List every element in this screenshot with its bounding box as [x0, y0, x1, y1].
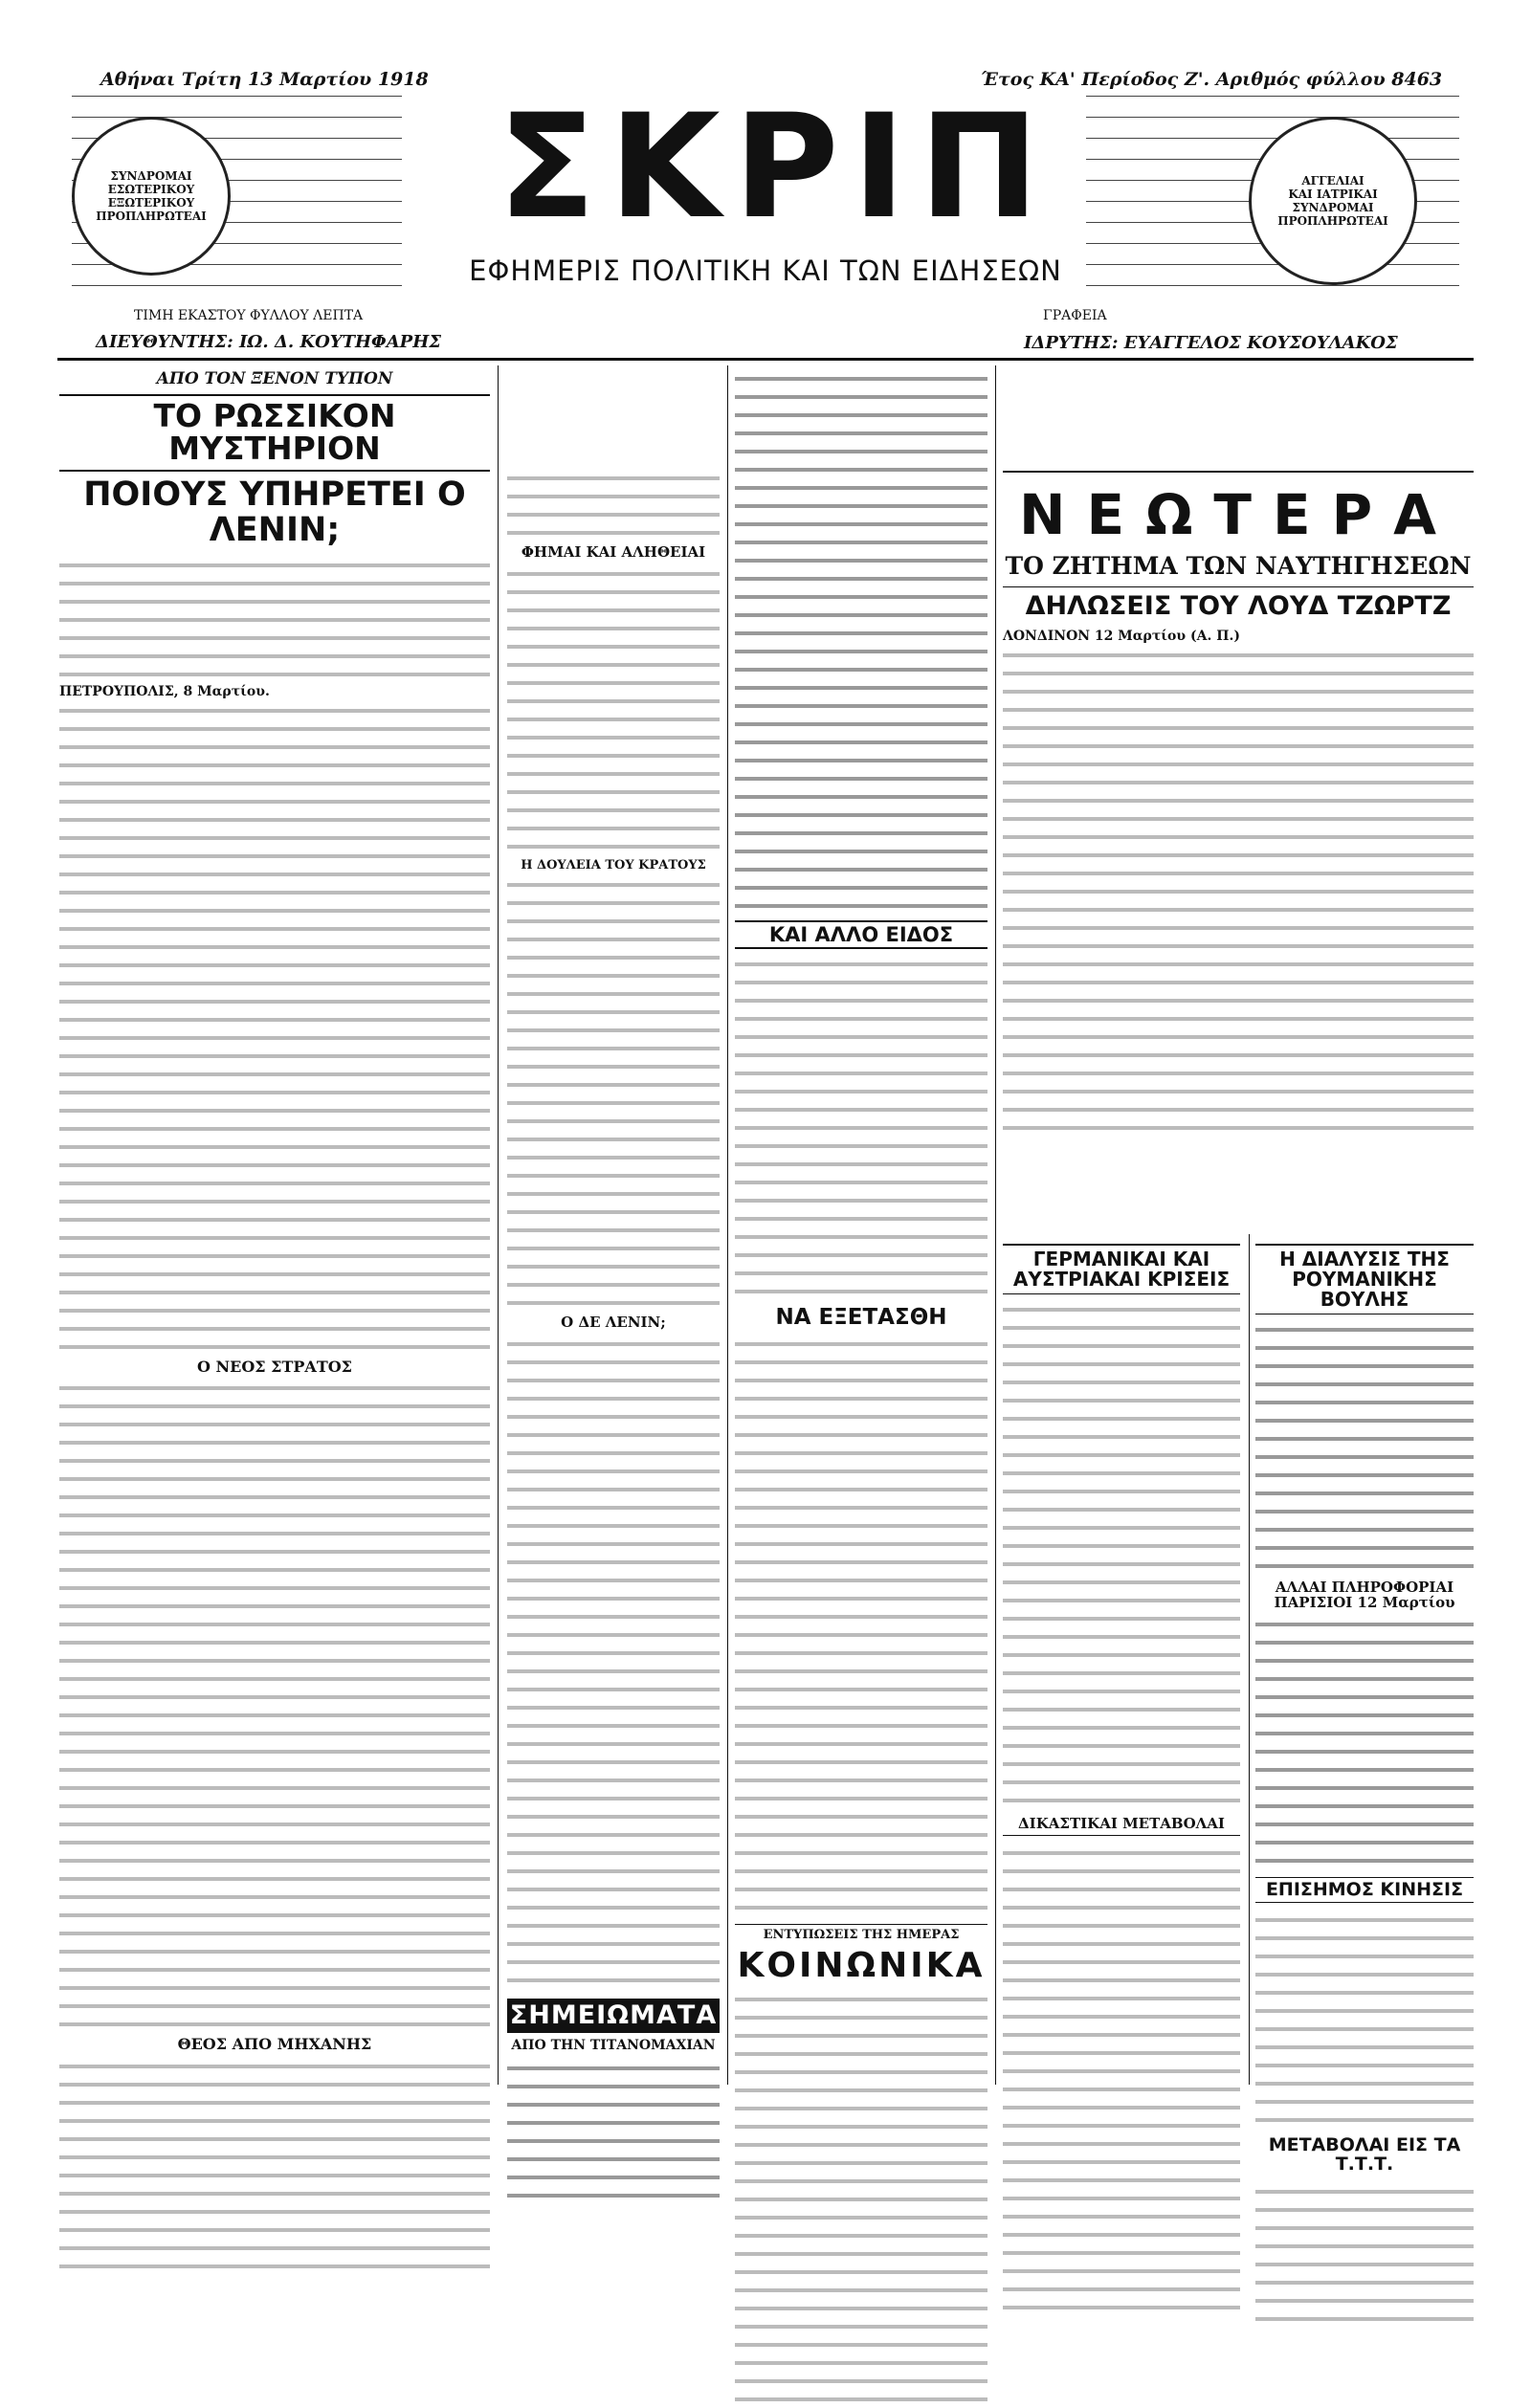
section-subhead: ΑΛΛΑΙ ΠΛΗΡΟΦΟΡΙΑΙ — [1275, 1579, 1454, 1596]
masthead-title: ΣΚΡΙΠ — [498, 84, 1053, 251]
column-2 — [507, 365, 720, 2085]
ads-text: ΑΓΓΕΛΙΑΙ ΚΑΙ ΙΑΤΡΙΚΑΙ ΣΥΝΔΡΟΜΑΙ ΠΡΟΠΛΗΡΩΤΕΑΙ — [1277, 174, 1388, 228]
column-rule — [995, 365, 996, 2085]
article-body — [735, 955, 987, 1300]
ads-box — [1086, 96, 1459, 298]
section-subhead: ΕΠΙΣΗΜΟΣ ΚΙΝΗΣΙΣ — [1255, 1877, 1474, 1904]
article-body — [735, 1990, 987, 2408]
issue-date: Αθήναι Τρίτη 13 Μαρτίου 1918 — [100, 69, 429, 90]
header-rule — [57, 358, 1474, 361]
article-body — [1003, 628, 1474, 1137]
subscriptions-box — [72, 96, 402, 298]
section-subhead: Ο ΔΕ ΛΕΝΙΝ; — [561, 1314, 666, 1332]
article-headline: ΤΟ ΖΗΤΗΜΑ ΤΩΝ ΝΑΥΤΗΓΗΣΕΩΝ — [1005, 551, 1472, 580]
section-headline: ΣΗΜΕΙΩΜΑΤΑ — [507, 1999, 720, 2033]
article-subheadline: ΠΟΙΟΥΣ ΥΠΗΡΕΤΕΙ Ο ΛΕΝΙΝ; — [83, 475, 466, 549]
section-subhead: ΑΠΟ ΤΗΝ ΤΙΤΑΝΟΜΑΧΙΑΝ — [511, 2038, 716, 2054]
section-subhead: ΝΑ ΕΞΕΤΑΣΘΗ — [775, 1305, 947, 1331]
article-body — [1255, 1320, 1474, 1575]
article-headline: Η ΔΙΑΛΥΣΙΣ ΤΗΣ ΡΟΥΜΑΝΙΚΗΣ ΒΟΥΛΗΣ — [1255, 1244, 1474, 1314]
article-body — [1003, 1844, 1240, 2316]
article-subheadline: ΔΗΛΩΣΕΙΣ ΤΟΥ ΛΟΥΔ ΤΖΩΡΤΖ — [1003, 586, 1474, 620]
article-body — [735, 1335, 987, 1916]
issue-number: Έτος ΚΑ' Περίοδος Ζ'. Αριθμός φύλλου 8463 — [981, 69, 1443, 90]
dateline: ΠΕΤΡΟΥΠΟΛΙΣ, 8 Μαρτίου. — [59, 683, 270, 699]
column-1 — [59, 365, 490, 2085]
section-subhead: Ο ΝΕΟΣ ΣΤΡΑΤΟΣ — [197, 1357, 352, 1376]
lower-right-subcolumn — [1255, 1244, 1474, 2328]
price-note: ΤΙΜΗ ΕΚΑΣΤΟΥ ΦΥΛΛΟΥ ΛΕΠΤΑ — [134, 308, 364, 323]
column-3 — [735, 365, 987, 2085]
ads-seal — [1249, 117, 1417, 285]
dateline: ΛΟΝΔΙΝΟΝ 12 Μαρτίου (Α. Π.) — [1003, 629, 1240, 645]
founder-line: ΙΔΡΥΤΗΣ: ΕΥΑΓΓΕΛΟΣ ΚΟΥΣΟΥΛΑΚΟΣ — [1024, 333, 1398, 353]
section-subhead: ΚΑΙ ΑΛΛΟ ΕΙΔΟΣ — [735, 920, 987, 949]
article-body — [507, 469, 720, 1989]
subscriptions-text: ΣΥΝΔΡΟΜΑΙ ΕΣΩΤΕΡΙΚΟΥ ΕΞΩΤΕΡΙΚΟΥ ΠΡΟΠΛΗΡΩΤΕΑΙ — [96, 169, 207, 223]
dateline: ΠΑΡΙΣΙΟΙ 12 Μαρτίου — [1274, 1593, 1455, 1611]
article-headline: ΓΕΡΜΑΝΙΚΑΙ ΚΑΙ ΑΥΣΤΡΙΑΚΑΙ ΚΡΙΣΕΙΣ — [1003, 1244, 1240, 1294]
article-body — [59, 556, 490, 2276]
article-body — [735, 369, 987, 915]
section-subhead: ΔΙΚΑΣΤΙΚΑΙ ΜΕΤΑΒΟΛΑΙ — [1003, 1817, 1240, 1836]
section-kicker: ΕΝΤΥΠΩΣΕΙΣ ΤΗΣ ΗΜΕΡΑΣ — [735, 1924, 987, 1942]
article-body — [1255, 2182, 1474, 2328]
article-body — [507, 2059, 720, 2204]
subscriptions-seal — [72, 117, 231, 276]
article-body — [1255, 1911, 1474, 2129]
article-headline: ΤΟ ΡΩΣΣΙΚΟΝ ΜΥΣΤΗΡΙΟΝ — [59, 394, 490, 472]
offices-note: ΓΡΑΦΕΙΑ — [1043, 308, 1107, 323]
section-headline: ΝΕΩΤΕΡΑ — [1003, 471, 1474, 544]
article-kicker: ΑΠΟ ΤΟΝ ΞΕΝΟΝ ΤΥΠΟΝ — [156, 369, 393, 388]
section-subhead: ΦΗΜΑΙ ΚΑΙ ΑΛΗΘΕΙΑΙ — [521, 543, 706, 561]
article-body — [1003, 1300, 1240, 1809]
column-rule — [498, 365, 499, 2085]
section-headline: ΚΟΙΝΩΝΙΚΑ — [737, 1945, 986, 1985]
section-subhead: ΘΕΟΣ ΑΠΟ ΜΗΧΑΝΗΣ — [177, 2035, 372, 2054]
masthead-subtitle: ΕΦΗΜΕΡΙΣ ΠΟΛΙΤΙΚΗ ΚΑΙ ΤΩΝ ΕΙΔΗΣΕΩΝ — [469, 254, 1062, 287]
director-line: ΔΙΕΥΘΥΝΤΗΣ: ΙΩ. Δ. ΚΟΥΤΗΦΑΡΗΣ — [96, 332, 441, 352]
lower-left-subcolumn — [1003, 1244, 1240, 2316]
article-body — [1255, 1615, 1474, 1869]
section-subhead: ΜΕΤΑΒΟΛΑΙ ΕΙΣ ΤΑ Τ.Τ.Τ. — [1268, 2134, 1461, 2176]
section-subhead: Η ΔΟΥΛΕΙΑ ΤΟΥ ΚΡΑΤΟΥΣ — [521, 857, 706, 873]
column-rule — [727, 365, 728, 2085]
